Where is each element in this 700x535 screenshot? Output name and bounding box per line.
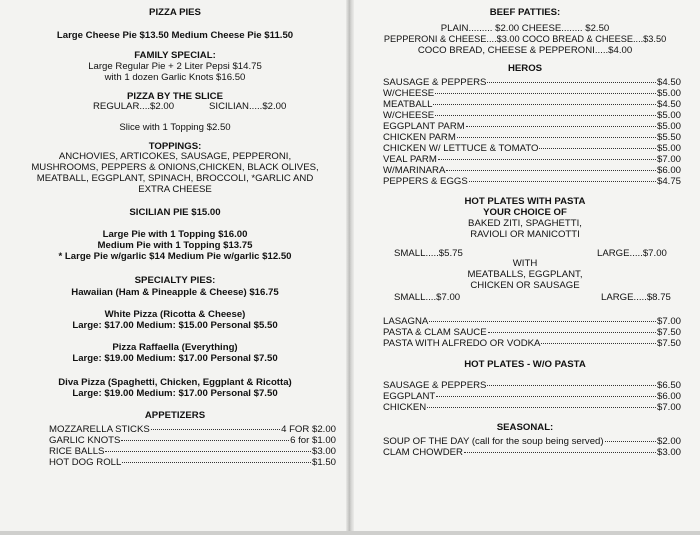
item-name: W/CHEESE [383, 88, 435, 99]
hot-plates-wo-pasta-heading: HOT PLATES - W/O PASTA [464, 359, 586, 370]
item-price: $7.00 [656, 316, 681, 327]
toppings-line-2: MUSHROOMS, PEPPERS & ONIONS,CHICKEN, BLACK OLIVES, [31, 162, 319, 173]
pasta-with-line-2: MEATBALLS, EGGPLANT, [467, 269, 583, 280]
dot-leader [121, 431, 289, 441]
item-price: $7.00 [656, 402, 681, 413]
pasta-large-price: LARGE.....$7.00 [597, 248, 667, 259]
pasta-meat-large-price: LARGE.....$8.75 [601, 292, 671, 303]
item-price: $6.00 [656, 165, 681, 176]
slice-sicilian-price: SICILIAN.....$2.00 [209, 101, 287, 112]
hawaiian-pizza: Hawaiian (Ham & Pineapple & Cheese) $16.75 [71, 287, 279, 298]
item-name: PASTA & CLAM SAUCE [383, 327, 487, 338]
item-name: GARLIC KNOTS [49, 435, 121, 446]
dot-leader [435, 106, 656, 116]
menu-right-page [350, 0, 700, 535]
toppings-line-4: EXTRA CHEESE [138, 184, 212, 195]
pasta-item [383, 336, 681, 349]
paper-edge [0, 531, 700, 535]
dot-leader [605, 432, 656, 442]
pizza-pies-prices: Large Cheese Pie $13.50 Medium Cheese Pie $11.50 [56, 30, 294, 41]
hero-item [383, 174, 681, 187]
item-name: RICE BALLS [49, 446, 105, 457]
pasta-choice-line-3: RAVIOLI OR MANICOTTI [470, 229, 580, 240]
dot-leader [436, 387, 656, 397]
menu-fold [346, 0, 354, 535]
item-name: EGGPLANT PARM [383, 121, 465, 132]
beef-patties-line-2: PEPPERONI & CHEESE....$3.00 COCO BREAD & CHEESE....$3.50 [383, 34, 667, 44]
seasonal-item [383, 445, 681, 458]
item-name: CHICKEN W/ LETTUCE & TOMATO [383, 143, 539, 154]
sicilian-large-topping: Large Pie with 1 Topping $16.00 [102, 229, 248, 240]
beef-patties-line-1: PLAIN......... $2.00 CHEESE........ $2.50 [440, 23, 610, 34]
item-name: HOT DOG ROLL [49, 457, 122, 468]
item-price: $5.00 [656, 110, 681, 121]
beef-patties-heading: BEEF PATTIES: [489, 7, 561, 18]
item-price: $1.50 [311, 457, 336, 468]
beef-patties-line-3: COCO BREAD, CHEESE & PEPPERONI.....$4.00 [417, 45, 633, 56]
raffaella-pizza-prices: Large: $19.00 Medium: $17.00 Personal $7.50 [72, 353, 278, 364]
raffaella-pizza-name: Pizza Raffaella (Everything) [112, 342, 238, 353]
dot-leader [464, 443, 656, 453]
dot-leader [122, 453, 311, 463]
item-name: W/MARINARA [383, 165, 446, 176]
item-price: $2.00 [656, 436, 681, 447]
slice-topping-price: Slice with 1 Topping $2.50 [119, 122, 231, 133]
family-special-heading: FAMILY SPECIAL: [134, 50, 216, 61]
appetizer-item [49, 455, 336, 468]
item-name: EGGPLANT [383, 391, 436, 402]
hot-plates-pasta-heading: HOT PLATES WITH PASTA [464, 196, 586, 207]
dot-leader [433, 95, 656, 105]
toppings-heading: TOPPINGS: [148, 141, 202, 152]
family-special-line-1: Large Regular Pie + 2 Liter Pepsi $14.75 [88, 61, 262, 72]
hot-plate-item [383, 400, 681, 413]
pasta-with-line-3: CHICKEN OR SAUSAGE [470, 280, 580, 291]
pasta-choice-line-2: BAKED ZITI, SPAGHETTI, [468, 218, 582, 229]
dot-leader [457, 128, 656, 138]
dot-leader [427, 398, 656, 408]
item-price: $3.00 [311, 446, 336, 457]
diva-pizza-name: Diva Pizza (Spaghetti, Chicken, Eggplant & Ricotta) [58, 377, 292, 388]
item-price: $6.00 [656, 391, 681, 402]
item-price: $7.50 [656, 338, 681, 349]
item-price: $5.00 [656, 143, 681, 154]
item-price: $6.50 [656, 380, 681, 391]
dot-leader [539, 139, 656, 149]
pizza-pies-heading: PIZZA PIES [149, 7, 201, 18]
dot-leader [466, 117, 656, 127]
item-name: W/CHEESE [383, 110, 435, 121]
dot-leader [488, 323, 656, 333]
pasta-meat-small-price: SMALL....$7.00 [394, 292, 461, 303]
item-price: $4.50 [656, 77, 681, 88]
item-name: PASTA WITH ALFREDO OR VODKA [383, 338, 541, 349]
item-name: PEPPERS & EGGS [383, 176, 468, 187]
white-pizza-name: White Pizza (Ricotta & Cheese) [104, 309, 246, 320]
item-price: $5.00 [656, 121, 681, 132]
white-pizza-prices: Large: $17.00 Medium: $15.00 Personal $5.50 [72, 320, 278, 331]
specialty-pies-heading: SPECIALTY PIES: [134, 275, 216, 286]
item-name: CHICKEN [383, 402, 427, 413]
item-name: MEATBALL [383, 99, 433, 110]
item-price: $4.75 [656, 176, 681, 187]
item-price: $7.00 [656, 154, 681, 165]
item-name: LASAGNA [383, 316, 429, 327]
item-name: SAUSAGE & PEPPERS [383, 380, 487, 391]
dot-leader [541, 334, 656, 344]
slice-regular-price: REGULAR....$2.00 [93, 101, 175, 112]
dot-leader [105, 442, 311, 452]
item-price: $5.50 [656, 132, 681, 143]
item-name: SOUP OF THE DAY (call for the soup being served) [383, 436, 604, 447]
item-name: MOZZARELLA STICKS [49, 424, 150, 435]
dot-leader [487, 73, 656, 83]
pizza-by-slice-heading: PIZZA BY THE SLICE [127, 91, 223, 102]
dot-leader [438, 150, 656, 160]
dot-leader [469, 172, 656, 182]
diva-pizza-prices: Large: $19.00 Medium: $17.00 Personal $7.50 [72, 388, 278, 399]
item-name: CLAM CHOWDER [383, 447, 463, 458]
seasonal-heading: SEASONAL: [496, 422, 554, 433]
item-price: $7.50 [656, 327, 681, 338]
sicilian-medium-topping: Medium Pie with 1 Topping $13.75 [97, 240, 253, 251]
item-price: 4 FOR $2.00 [281, 424, 336, 435]
sicilian-pie-heading: SICILIAN PIE $15.00 [129, 207, 221, 218]
sicilian-garlic-prices: * Large Pie w/garlic $14 Medium Pie w/garlic $12.50 [58, 251, 292, 262]
dot-leader [429, 312, 656, 322]
toppings-line-3: MEATBALL, EGGPLANT, SPINACH, BROCCOLI, *GARLIC AND [36, 173, 314, 184]
item-name: VEAL PARM [383, 154, 437, 165]
pasta-small-price: SMALL.....$5.75 [394, 248, 463, 259]
item-price: $5.00 [656, 88, 681, 99]
item-name: CHICKEN PARM [383, 132, 456, 143]
item-name: SAUSAGE & PEPPERS [383, 77, 487, 88]
family-special-line-2: with 1 dozen Garlic Knots $16.50 [104, 72, 246, 83]
pasta-with-line-1: WITH [512, 258, 538, 269]
dot-leader [446, 161, 656, 171]
item-price: 6 for $1.00 [290, 435, 336, 446]
heros-heading: HEROS [507, 63, 543, 74]
dot-leader [151, 420, 280, 430]
dot-leader [487, 376, 656, 386]
item-price: $4.50 [656, 99, 681, 110]
pasta-choice-line-1: YOUR CHOICE OF [483, 207, 567, 218]
toppings-line-1: ANCHOVIES, ARTICOKES, SAUSAGE, PEPPERONI, [58, 151, 292, 162]
appetizers-heading: APPETIZERS [144, 410, 206, 421]
dot-leader [435, 84, 656, 94]
item-price: $3.00 [656, 447, 681, 458]
